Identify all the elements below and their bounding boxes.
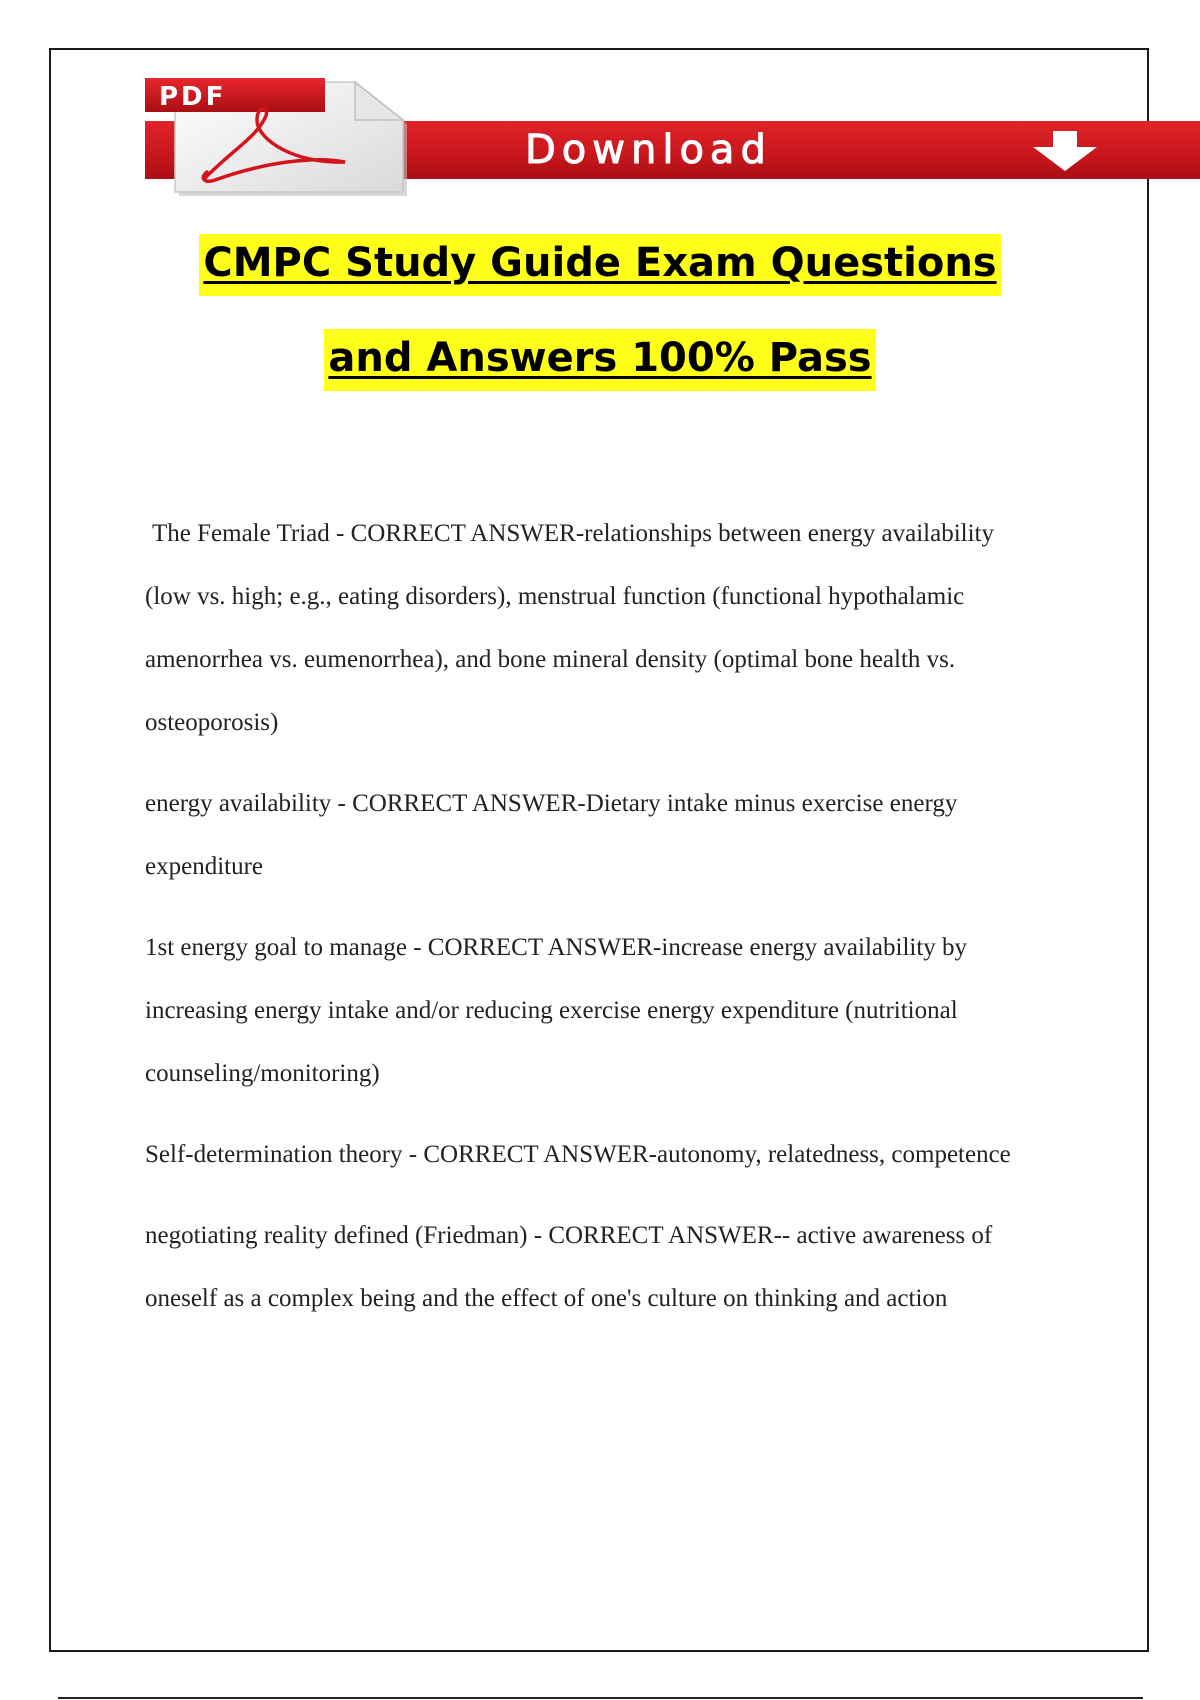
- qa-item-female-triad: The Female Triad - CORRECT ANSWER-relationships between energy availability (low vs. high; e.g., eating disorders), menstrual function (functional hypothalamic amenorrhea vs. eumenorrhea), and bone mineral density (optimal bone health vs. osteoporosis): [145, 520, 995, 736]
- footer-divider: [58, 1697, 1143, 1699]
- title-line-1-text: CMPC Study Guide Exam Questions: [199, 234, 1000, 296]
- qa-item-self-determination: Self-determination theory - CORRECT ANSWER-autonomy, relatedness, competence: [145, 1141, 1011, 1168]
- svg-text:PDF: PDF: [159, 82, 227, 112]
- qa-content: [145, 502, 1045, 1348]
- download-label: Download: [525, 127, 772, 173]
- qa-item-first-energy-goal: 1st energy goal to manage - CORRECT ANSWER-increase energy availability by increasing energy intake and/or reducing exercise energy expenditure (nutritional counseling/monitoring): [145, 934, 968, 1087]
- qa-item-energy-availability: energy availability - CORRECT ANSWER-Dietary intake minus exercise energy expenditure: [145, 790, 958, 880]
- document-title-line-2: [0, 335, 1200, 381]
- download-arrow-icon: [1025, 129, 1105, 173]
- title-line-2-text: and Answers 100% Pass: [324, 329, 875, 391]
- pdf-file-icon: [145, 78, 410, 196]
- document-title-line-1: [0, 240, 1200, 286]
- qa-item-negotiating-reality: negotiating reality defined (Friedman) - CORRECT ANSWER-- active awareness of oneself as a complex being and the effect of one's culture on thinking and action: [145, 1222, 993, 1312]
